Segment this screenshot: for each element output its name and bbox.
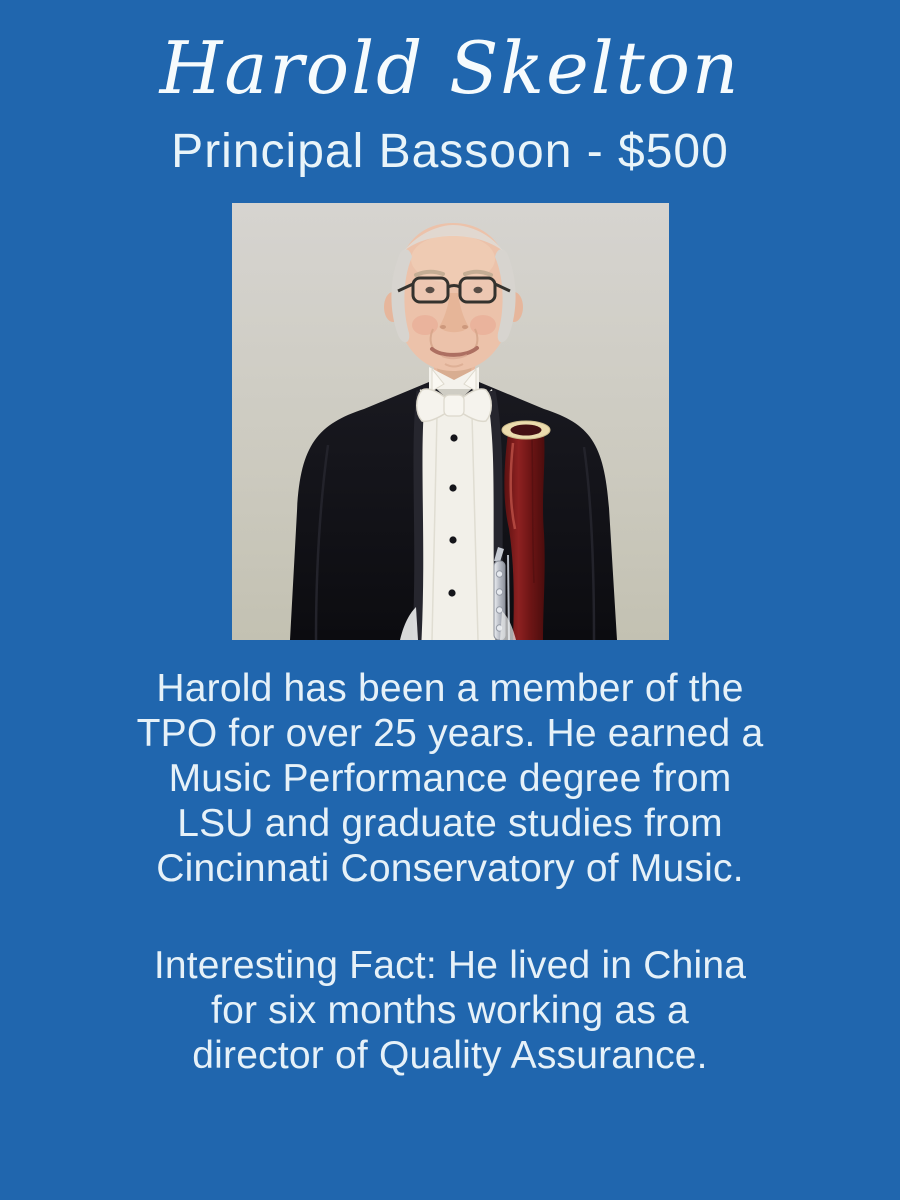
bio-line: LSU and graduate studies from — [177, 801, 723, 845]
bio-line: director of Quality Assurance. — [192, 1033, 708, 1077]
bio-line: Music Performance degree from — [168, 756, 732, 800]
portrait-illustration — [232, 203, 669, 640]
musician-photo — [232, 203, 669, 640]
musician-name-title: Harold Skelton — [159, 26, 741, 110]
bio-line: Harold has been a member of the — [156, 666, 744, 710]
bio-paragraph-1 — [60, 666, 840, 891]
bio-line: for six months working as a — [211, 988, 689, 1032]
bio-line: Interesting Fact: He lived in China — [153, 943, 747, 987]
dress-shirt — [416, 389, 502, 640]
bio-line: TPO for over 25 years. He earned a — [136, 711, 764, 755]
bio-text — [60, 666, 840, 1078]
bio-line: Cincinnati Conservatory of Music. — [156, 846, 744, 890]
musician-role-price: Principal Bassoon - $500 — [171, 124, 729, 178]
bio-paragraph-2-interesting-fact — [60, 943, 840, 1078]
